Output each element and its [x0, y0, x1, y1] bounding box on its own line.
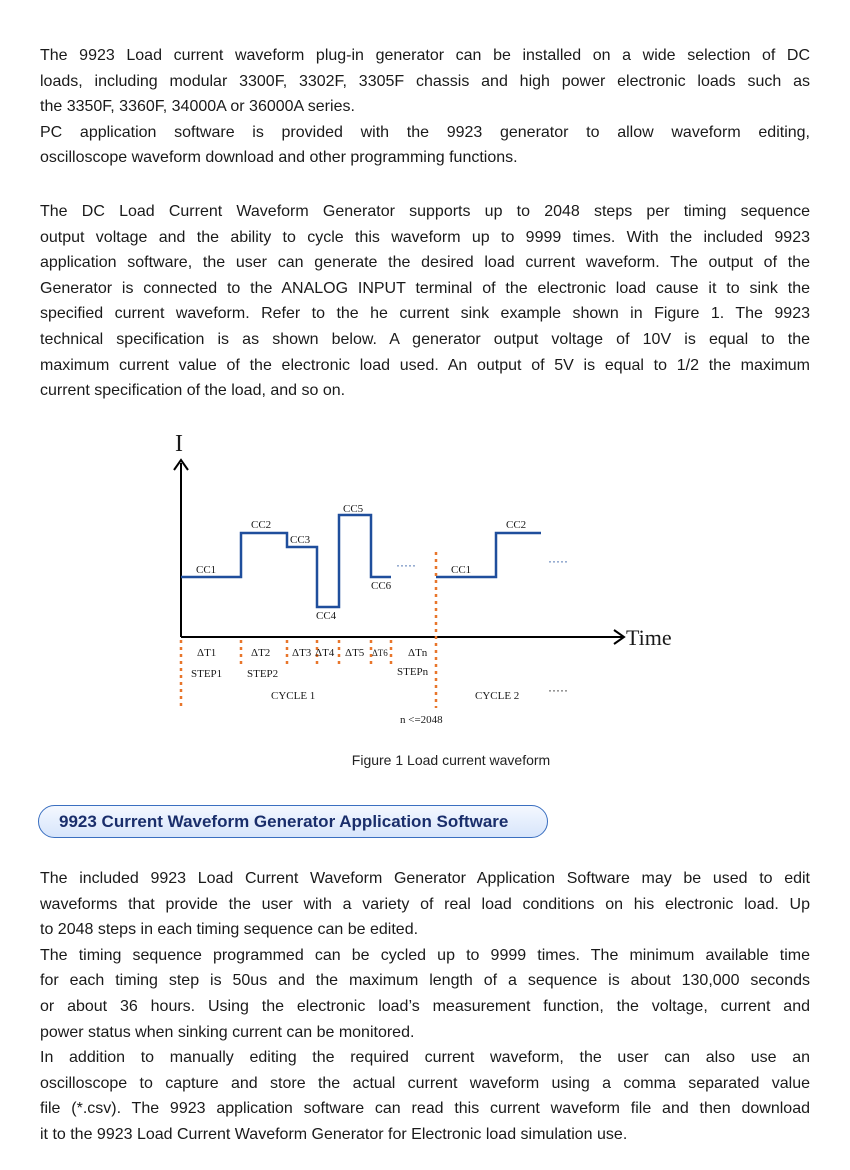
paragraph-line: technical specification is as shown below. A generator output voltage of 10V is equal to the: [40, 330, 810, 348]
waveform-cycle-1: [181, 515, 391, 607]
paragraph-line: file (*.csv). The 9923 application software can read this current waveform file and then download: [40, 1100, 810, 1118]
paragraph-line: output voltage and the ability to cycle this waveform up to 9999 times. With the included 9923: [40, 228, 810, 246]
software-paragraph: [40, 866, 810, 1148]
section-header-title: 9923 Current Waveform Generator Application Software: [59, 812, 509, 831]
paragraph-line: current specification of the load, and so on.: [40, 382, 346, 400]
paragraph-line: In addition to manually editing the required current waveform, the user can also use an: [40, 1049, 810, 1067]
section-header: [38, 805, 548, 838]
level-label-cc6: CC6: [371, 580, 392, 592]
paragraph-line: oscilloscope to capture and store the actual current waveform using a comma separated value: [40, 1074, 810, 1092]
ellipsis-cycle-list: ·····: [548, 683, 568, 697]
paragraph-line: PC application software is provided with the 9923 generator to allow waveform editing,: [40, 123, 810, 141]
interval-label: ΔT5: [345, 647, 365, 659]
paragraph-line: waveforms that provide the user with a variety of real load conditions on his electronic load. Up: [40, 895, 810, 913]
paragraph-line: maximum current value of the electronic load used. An output of 5V is equal to 1/2 the maximum: [40, 356, 810, 374]
level-label-cc4: CC4: [316, 610, 337, 622]
n-limit-label: n <=2048: [400, 714, 443, 726]
paragraph-line: oscilloscope waveform download and other programming functions.: [40, 149, 518, 167]
interval-label: ΔT2: [251, 647, 271, 659]
paragraph-line: loads, including modular 3300F, 3302F, 3305F chassis and high power electronic loads such as: [40, 72, 810, 90]
step-label: STEPn: [397, 666, 429, 678]
paragraph-line: The included 9923 Load Current Waveform Generator Application Software may be used to edit: [40, 870, 810, 887]
paragraph-line: The 9923 Load current waveform plug-in generator can be installed on a wide selection of DC: [40, 47, 810, 64]
paragraph-line: specified current waveform. Refer to the he current sink example shown in Figure 1. The 9923: [40, 305, 810, 323]
step-markers: [181, 552, 436, 708]
level-label-cc5: CC5: [343, 503, 364, 515]
figure-caption: Figure 1 Load current waveform: [351, 752, 551, 768]
interval-label: ΔT6: [372, 648, 388, 658]
ellipsis-cycle-2: ·····: [548, 554, 568, 568]
interval-label: ΔT1: [197, 647, 217, 659]
paragraph-line: the 3350F, 3360F, 34000A or 36000A series.: [40, 98, 355, 116]
paragraph-line: to 2048 steps in each timing sequence can be edited.: [40, 921, 419, 939]
paragraph-line: The DC Load Current Waveform Generator supports up to 2048 steps per timing sequence: [40, 203, 810, 220]
load-current-waveform-figure: [150, 420, 710, 740]
level-label-cc2-cycle2: CC2: [506, 519, 527, 531]
level-label-cc2: CC2: [251, 519, 272, 531]
paragraph-line: for each timing step is 50us and the maximum length of a sequence is about 130,000 seconds: [40, 972, 810, 990]
paragraph-line: it to the 9923 Load Current Waveform Generator for Electronic load simulation use.: [40, 1125, 628, 1143]
paragraph-line: power status when sinking current can be monitored.: [40, 1023, 415, 1041]
interval-label: ΔT4: [315, 647, 335, 659]
cycle-label: CYCLE 2: [475, 690, 520, 702]
paragraph-line: The timing sequence programmed can be cycled up to 9999 times. The minimum available time: [40, 946, 810, 964]
interval-label: ΔT3: [292, 647, 312, 659]
generator-paragraph: [40, 199, 810, 404]
paragraph-line: application software, the user can generate the desired load current waveform. The output of the: [40, 254, 810, 272]
step-label: STEP1: [191, 668, 223, 680]
intro-paragraph: [40, 43, 810, 171]
level-label-cc3: CC3: [290, 534, 311, 546]
x-axis-label: Time: [626, 625, 672, 650]
level-label-cc1: CC1: [196, 564, 217, 576]
paragraph-line: Generator is connected to the ANALOG INPUT terminal of the electronic load cause it to sink the: [40, 279, 810, 297]
paragraph-line: or about 36 hours. Using the electronic load’s measurement function, the voltage, current and: [40, 997, 810, 1015]
ellipsis-cycle-1: ·····: [396, 558, 416, 572]
interval-label: ΔTn: [408, 647, 428, 659]
level-label-cc1-cycle2: CC1: [451, 564, 472, 576]
cycle-label: CYCLE 1: [271, 690, 316, 702]
step-label: STEP2: [247, 668, 279, 680]
y-axis-label: I: [175, 431, 183, 457]
